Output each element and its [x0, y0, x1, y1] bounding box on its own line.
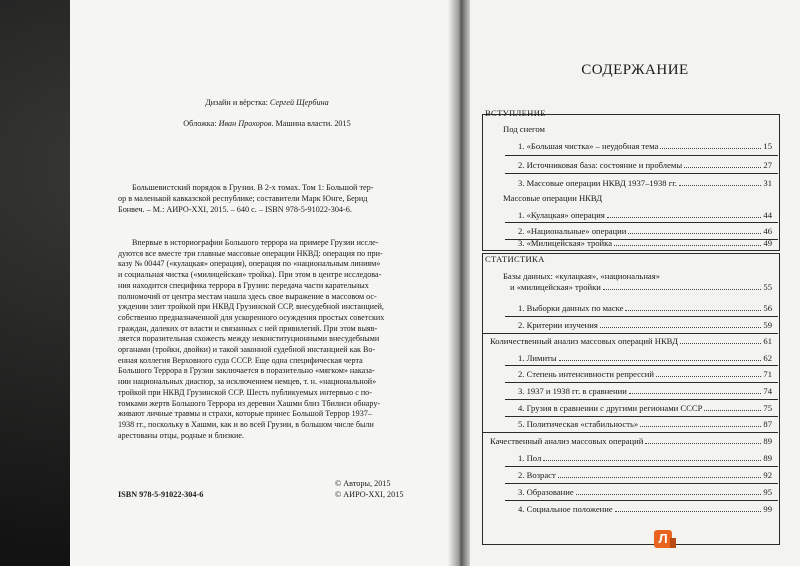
toc-part-intro: ВСТУПЛЕНИЕ	[485, 108, 546, 118]
copyright-authors: © Авторы, 2015	[335, 479, 391, 488]
litres-logo-icon: Л	[654, 530, 672, 548]
toc-group-title: Базы данных: «кулацкая», «национальная»	[503, 271, 660, 281]
annotation-line: Большого Террора в Грузии заключается в поразительно «мягком» наказа-	[118, 366, 375, 376]
annotation	[118, 238, 444, 441]
annotation-line: дуются все вместе три главные массовые операции НКВД: операция по при-	[118, 248, 383, 258]
annotation-line: 1938 гг., поскольку в Хашми, как и во всей Грузии, в большом числе были	[118, 419, 374, 429]
toc-divider	[505, 365, 778, 366]
toc-entry[interactable]: 4. Социальное положение 99	[518, 504, 772, 514]
toc-group-entry[interactable]: Качественный анализ массовых операций 89	[490, 436, 772, 446]
toc-entry[interactable]: 4. Грузия в сравнении с другими регионами СССР 75	[518, 403, 772, 413]
litres-logo-mark	[670, 538, 676, 548]
toc-entry[interactable]: 1. Выборки данных по маске 56	[518, 303, 772, 313]
toc-entry[interactable]: 3. 1937 и 1938 гг. в сравнении 74	[518, 386, 772, 396]
toc-divider	[505, 382, 778, 383]
annotation-line: арестованы отцы, родные и близкие.	[118, 430, 244, 440]
annotation-line: енная коллегия Верховного суда СССР. Еще одна специфическая черта	[118, 355, 363, 365]
biblio-line: Бонвеч. – М.: АИРО-XXI, 2015. – 640 с. – ISBN 978-5-91022-304-6.	[118, 205, 352, 214]
copyright-publisher: © АИРО-XXI, 2015	[335, 490, 404, 499]
credits-design: Дизайн и вёрстка: Сергей Щербина	[205, 98, 329, 107]
annotation-line: граждан, далеких от власти и связанных с ней привилегий. При этом выяв-	[118, 323, 378, 333]
annotation-line: ния находится специфика террора в Грузии: передача части карательных	[118, 280, 369, 290]
toc-entry[interactable]: 2. Источниковая база: состояние и проблемы 27	[518, 160, 772, 170]
toc-group-entry[interactable]: Количественный анализ массовых операций НКВД 61	[490, 336, 772, 346]
toc-divider	[505, 399, 778, 400]
toc-entry[interactable]: 2. Степень интенсивности репрессий 71	[518, 369, 772, 379]
toc-divider	[505, 416, 778, 417]
toc-divider	[505, 222, 778, 223]
annotation-line: полномочий от центра местам нашла здесь свое выражение в массовом ос-	[118, 291, 377, 301]
biblio-line: Большевистский порядок в Грузии. В 2-х томах. Том 1: Большой тер-	[132, 183, 374, 192]
credits-cover: Обложка: Иван Прохоров. Машина власти. 2015	[183, 119, 351, 128]
toc-divider	[505, 500, 778, 501]
toc-divider	[482, 432, 778, 433]
toc-entry[interactable]: 5. Политическая «стабильность» 87	[518, 419, 772, 429]
toc-part-stats: СТАТИСТИКА	[485, 254, 545, 264]
toc-divider	[505, 316, 778, 317]
toc-group-title: Под снегом	[503, 124, 545, 134]
toc-entry[interactable]: 2. Критерии изучения 59	[518, 320, 772, 330]
annotation-line: и социальная чистка («милицейская» тройка). При этом в центре исследова-	[118, 270, 382, 280]
toc-entry[interactable]: 2. Возраст 92	[518, 470, 772, 480]
annotation-line: казу № 00447 («кулацкая» операция), операция по «национальным линиям»	[118, 259, 381, 269]
toc-divider	[505, 466, 778, 467]
toc-divider	[505, 173, 778, 174]
toc-entry[interactable]: 2. «Национальные» операции 46	[518, 226, 772, 236]
biblio-line: ор в маленькой кавказской республике; составители Марк Юнге, Берид	[118, 194, 368, 203]
toc-entry[interactable]: 1. «Кулацкая» операция 44	[518, 210, 772, 220]
toc-entry[interactable]: 1. «Большая чистка» – неудобная тема 15	[518, 141, 772, 151]
toc-entry[interactable]: 3. Массовые операции НКВД 1937–1938 гг. 31	[518, 178, 772, 188]
toc-entry[interactable]: 3. Образование 95	[518, 487, 772, 497]
toc-title: СОДЕРЖАНИЕ	[581, 62, 689, 78]
toc-divider	[505, 483, 778, 484]
annotation-line: уждении элит тройкой при НКВД Грузинской ССР, внесудебной инстанцией,	[118, 302, 384, 312]
annotation-line: собственно предназначенной для ускоренного осуждения простых советских	[118, 312, 385, 322]
toc-divider	[482, 333, 778, 334]
book-spine	[448, 0, 472, 566]
annotation-line: органами (тройки, двойки) и такой законной судебной инстанцией как Во-	[118, 345, 376, 355]
toc-group-title: Массовые операции НКВД	[503, 193, 603, 203]
isbn: ISBN 978-5-91022-304-6	[118, 490, 204, 499]
toc-divider	[505, 155, 778, 156]
toc-entry[interactable]: 3. «Милицейская» тройка 49	[518, 238, 772, 248]
annotation-line: живают личные травмы и страхи, которые принес Большой Террор 1937–	[118, 409, 372, 419]
annotation-line: Впервые в историографии Большого террора на примере Грузии иссле-	[132, 238, 379, 247]
annotation-line: тройкой при НКВД Грузинской ССР. Шесть публикуемых интервью с по-	[118, 387, 372, 397]
annotation-line: нии национальных диаспор, за исключением немцев, т. н. «национальной»	[118, 377, 377, 387]
toc-entry[interactable]: 1. Пол 89	[518, 453, 772, 463]
annotation-line: ляется поразительная схожесть между неконституционными внесудебными	[118, 334, 380, 344]
toc-entry[interactable]: 1. Лимиты 62	[518, 353, 772, 363]
annotation-line: томками жертв Большого Террора из деревни Хашми близ Тбилиси обнару-	[118, 398, 381, 408]
toc-group-entry[interactable]: и «милицейская» тройки 55	[510, 282, 772, 292]
